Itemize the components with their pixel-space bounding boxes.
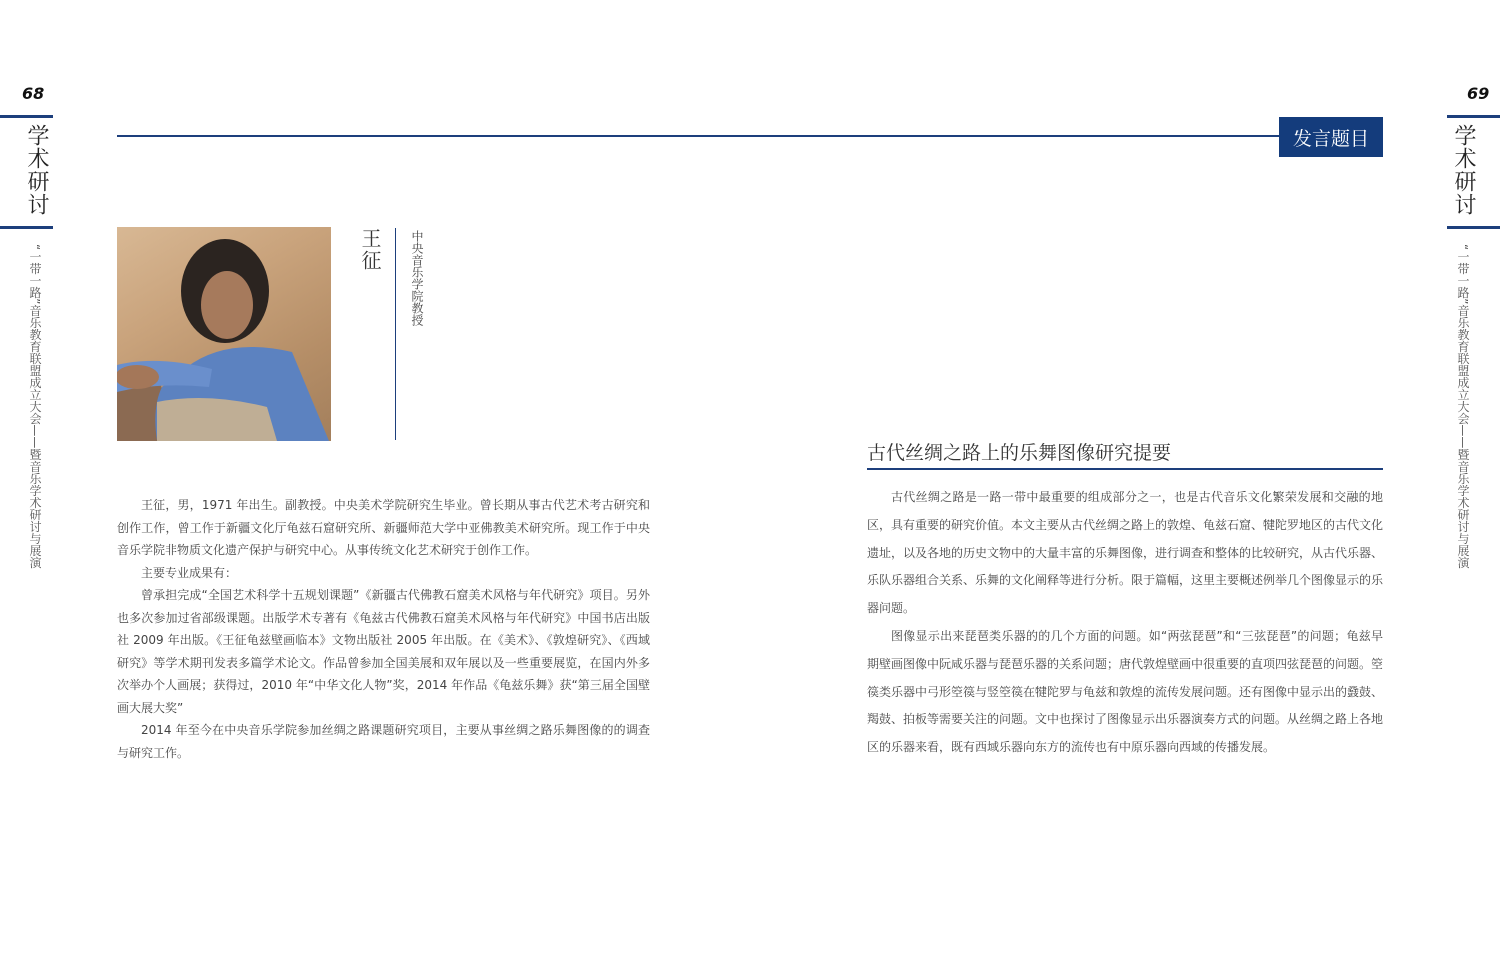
page-number-right: 69: [1467, 84, 1490, 103]
speaker-divider: [395, 228, 396, 440]
bio-paragraph: 曾承担完成“全国艺术科学十五规划课题”《新疆古代佛教石窟美术风格与年代研究》项目。另外也多次参加过省部级课题。出版学术专著有《龟兹古代佛教石窟美术风格与年代研究》中国书店出版社 2009 年出版。《王征龟兹壁画临本》文物出版社 2005 年出版。在《美术》、《敦煌研究》、《西域研究》等学术期刊发表多篇学术论文。作品曾参加全国美展和双年展以及一些重要展览，在国内外多次举办个人画展；获得过，2010 年“中华文化人物”奖，2014 年作品《龟兹乐舞》获“第三届全国壁画大展大奖”: [117, 588, 650, 715]
side-rule-bottom-left: [0, 226, 53, 229]
speaker-name: 王征: [358, 228, 382, 272]
header-rule: [117, 135, 1280, 137]
topic-tag: [1279, 117, 1383, 157]
bio-paragraph: 王征，男，1971 年出生。副教授。中央美术学院研究生毕业。曾长期从事古代艺术考古研究和创作工作，曾工作于新疆文化厅龟兹石窟研究所、新疆师范大学中亚佛教美术研究所。现工作于中央音乐学院非物质文化遗产保护与研究中心。从事传统文化艺术研究于创作工作。: [117, 498, 650, 557]
article-paragraph: 图像显示出来琵琶类乐器的的几个方面的问题。如“两弦琵琶”和“三弦琵琶”的问题；龟兹早期壁画图像中阮咸乐器与琵琶乐器的关系问题；唐代敦煌壁画中很重要的直项四弦琵琶的问题。箜篌类乐器中弓形箜篌与竖箜篌在犍陀罗与龟兹和敦煌的流传发展问题。还有图像中显示出的鼗鼓、羯鼓、拍板等需要关注的问题。文中也探讨了图像显示出乐器演奏方式的问题。从丝绸之路上各地区的乐器来看，既有西域乐器向东方的流传也有中原乐器向西域的传播发展。: [867, 628, 1384, 755]
speaker-title: 中央音乐学院教授: [410, 230, 424, 326]
speaker-photo-illustration: [117, 227, 331, 441]
article-paragraph: 古代丝绸之路是一路一带中最重要的组成部分之一，也是古代音乐文化繁荣发展和交融的地区，具有重要的研究价值。本文主要从古代丝绸之路上的敦煌、龟兹石窟、犍陀罗地区的古代文化遗址，以及各地的历史文物中的大量丰富的乐舞图像，进行调查和整体的比较研究，从古代乐器、乐队乐器组合关系、乐舞的文化阐释等进行分析。限于篇幅，这里主要概述例举几个图像显示的乐器问题。: [867, 490, 1384, 616]
side-rule-bottom-right: [1447, 226, 1500, 229]
speaker-photo: [117, 227, 331, 441]
article-title: 古代丝绸之路上的乐舞图像研究提要: [867, 442, 1172, 464]
article-title-rule: [867, 468, 1383, 470]
side-subtitle-left: “一带一路”音乐教育联盟成立大会——暨音乐学术研讨与展演: [28, 244, 42, 569]
side-rule-top-left: [0, 115, 53, 118]
bio-paragraph: 主要专业成果有：: [141, 565, 238, 580]
section-title-right: 学术研讨: [1451, 124, 1476, 216]
bio-paragraph: 2014 年至今在中央音乐学院参加丝绸之路课题研究项目，主要从事丝绸之路乐舞图像的的调查与研究工作。: [117, 723, 650, 760]
side-rule-top-right: [1447, 115, 1500, 118]
side-subtitle-right: “一带一路”音乐教育联盟成立大会——暨音乐学术研讨与展演: [1456, 244, 1470, 569]
page-number-left: 68: [22, 84, 45, 103]
section-title-left: 学术研讨: [24, 124, 49, 216]
article-body: [867, 484, 1383, 762]
speaker-bio: [117, 494, 650, 764]
topic-tag-label: 发言题目: [1292, 127, 1369, 150]
